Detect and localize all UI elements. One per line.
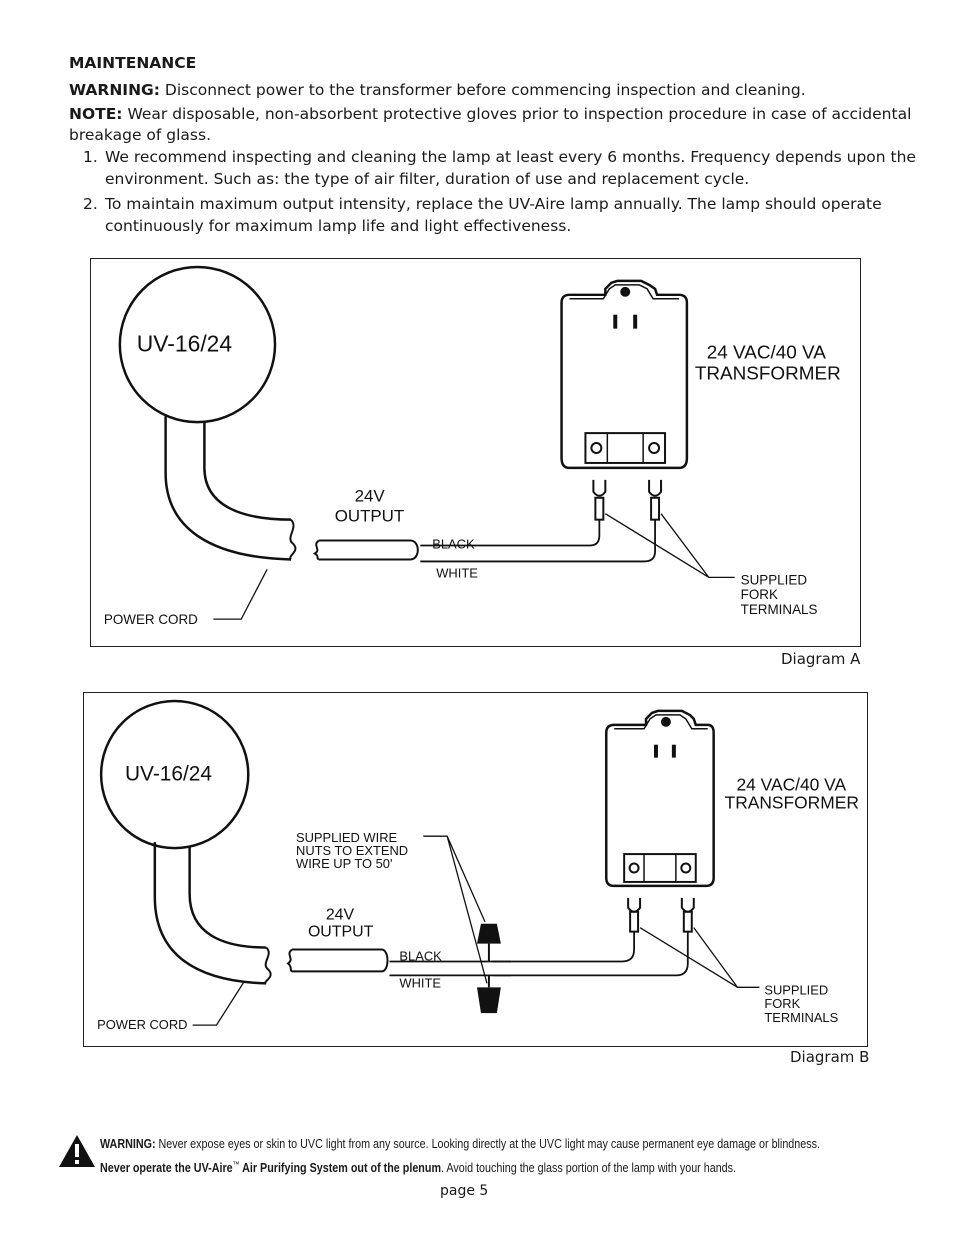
power-cord-leader [213, 569, 267, 619]
cord-inner [190, 846, 267, 947]
cable-break [288, 950, 292, 972]
transformer-body [606, 711, 713, 886]
fork-terminal [593, 480, 605, 496]
terminal-screw [649, 443, 659, 453]
list-item-number: 1. [83, 148, 98, 166]
transformer-label-line1: 24 VAC/40 VA [706, 342, 826, 364]
warning-text: Disconnect power to the transformer before commencing inspection and cleaning. [159, 81, 806, 99]
lamp-label: UV-16/24 [124, 762, 213, 786]
footer-rest-text: . Avoid touching the glass portion of the lamp with your hands. [441, 1161, 737, 1176]
cable-break [315, 541, 319, 560]
terminals-label-line2: FORK [764, 996, 801, 1012]
fork-terminal-crimp [630, 912, 638, 932]
diagram-a-caption: Diagram A [781, 650, 861, 668]
cord-outer [155, 842, 266, 983]
transformer-prong [672, 745, 676, 758]
diagram-a-drawing [91, 259, 860, 646]
terminal-screw [591, 443, 601, 453]
transformer-prong [654, 745, 658, 758]
fork-terminal [649, 480, 661, 496]
transformer-label-line2: TRANSFORMER [694, 363, 841, 385]
cord-break [265, 948, 270, 984]
warning-label: WARNING: [69, 81, 160, 99]
white-wire-label: WHITE [399, 975, 442, 991]
black-wire-extension [493, 932, 634, 962]
note-label: NOTE: [69, 105, 123, 123]
diagram-b-caption: Diagram B [790, 1048, 870, 1066]
terminals-label-line2: FORK [740, 587, 778, 603]
list-item-line: continuously for maximum lamp life and light effectiveness. [105, 217, 572, 235]
fork-terminal-crimp [684, 912, 692, 932]
footer-warning-line2 [100, 1155, 736, 1178]
terminal-block [585, 433, 665, 463]
cable-segment [319, 541, 418, 560]
terminals-leader [605, 514, 734, 578]
warning-triangle-icon [58, 1133, 96, 1169]
black-wire-label: BLACK [432, 536, 475, 552]
wire-nuts-label-line1: SUPPLIED WIRE [296, 830, 398, 846]
trademark-symbol: ™ [232, 1160, 240, 1169]
transformer-label-line1: 24 VAC/40 VA [736, 774, 847, 795]
lamp-label: UV-16/24 [136, 330, 233, 357]
list-item-number: 2. [83, 195, 98, 213]
note-text-continued: breakage of glass. [69, 126, 211, 144]
terminal-block [624, 854, 696, 882]
wire-nut-black [477, 924, 501, 944]
output-label-line1: 24V [325, 906, 355, 924]
note-paragraph [69, 103, 911, 125]
terminals-label-line3: TERMINALS [764, 1010, 839, 1026]
wire-nut-white [477, 987, 501, 1013]
transformer-body [562, 281, 687, 468]
output-label-line2: OUTPUT [334, 506, 405, 526]
power-cord-leader [193, 981, 245, 1025]
transformer-prong [633, 315, 637, 329]
footer-warning-text: Never expose eyes or skin to UVC light from any source. Looking directly at the UVC light may cause permanent eye damage or blindness. [155, 1137, 820, 1151]
fork-terminal [682, 898, 694, 912]
white-wire-extension [493, 932, 688, 976]
output-label-line2: OUTPUT [307, 923, 374, 941]
black-wire-label: BLACK [399, 948, 442, 964]
transformer-screw-top [620, 287, 630, 297]
diagram-a [90, 258, 861, 647]
cable-segment [292, 950, 387, 972]
terminals-label-line3: TERMINALS [740, 602, 818, 618]
cord-outer [166, 416, 291, 559]
terminal-screw [681, 864, 690, 873]
list-item-line: We recommend inspecting and cleaning the lamp at least every 6 months. Frequency depends upon the [105, 148, 916, 166]
note-text: Wear disposable, non-absorbent protective gloves prior to inspection procedure in case of accidental [122, 105, 912, 123]
transformer-screw-top [661, 717, 671, 727]
diagram-b [83, 692, 868, 1047]
terminals-label-line1: SUPPLIED [740, 572, 808, 588]
fork-terminal-crimp [651, 498, 659, 520]
power-cord-label: POWER CORD [103, 612, 198, 628]
diagram-b-drawing [84, 693, 867, 1046]
footer-bold-text-2: Air Purifying System out of the plenum [239, 1161, 442, 1176]
warning-paragraph [69, 79, 806, 101]
footer-bold-text: Never operate the UV-Aire [100, 1161, 233, 1176]
power-cord-label: POWER CORD [97, 1017, 188, 1033]
output-label-line1: 24V [354, 486, 385, 506]
maintenance-heading: MAINTENANCE [69, 54, 197, 72]
white-wire-label: WHITE [436, 565, 478, 581]
cord-inner [204, 421, 291, 519]
page-number: page 5 [440, 1183, 489, 1199]
terminals-leader [640, 928, 759, 988]
footer-warning-label: WARNING: [100, 1137, 156, 1151]
fork-terminal-crimp [595, 498, 603, 520]
terminals-label-line1: SUPPLIED [764, 982, 829, 998]
list-item-line: To maintain maximum output intensity, replace the UV-Aire lamp annually. The lamp should operate [105, 195, 882, 213]
footer-warning-line1 [100, 1134, 820, 1154]
list-item-line: environment. Such as: the type of air filter, duration of use and replacement cycle. [105, 170, 750, 188]
transformer-prong [613, 315, 617, 329]
terminal-screw [630, 864, 639, 873]
fork-terminal [628, 898, 640, 912]
cord-break [290, 520, 295, 560]
wire-nuts-label-line2: NUTS TO EXTEND [296, 843, 409, 859]
transformer-label-line2: TRANSFORMER [724, 792, 859, 813]
wire-nuts-label-line3: WIRE UP TO 50' [296, 856, 393, 872]
